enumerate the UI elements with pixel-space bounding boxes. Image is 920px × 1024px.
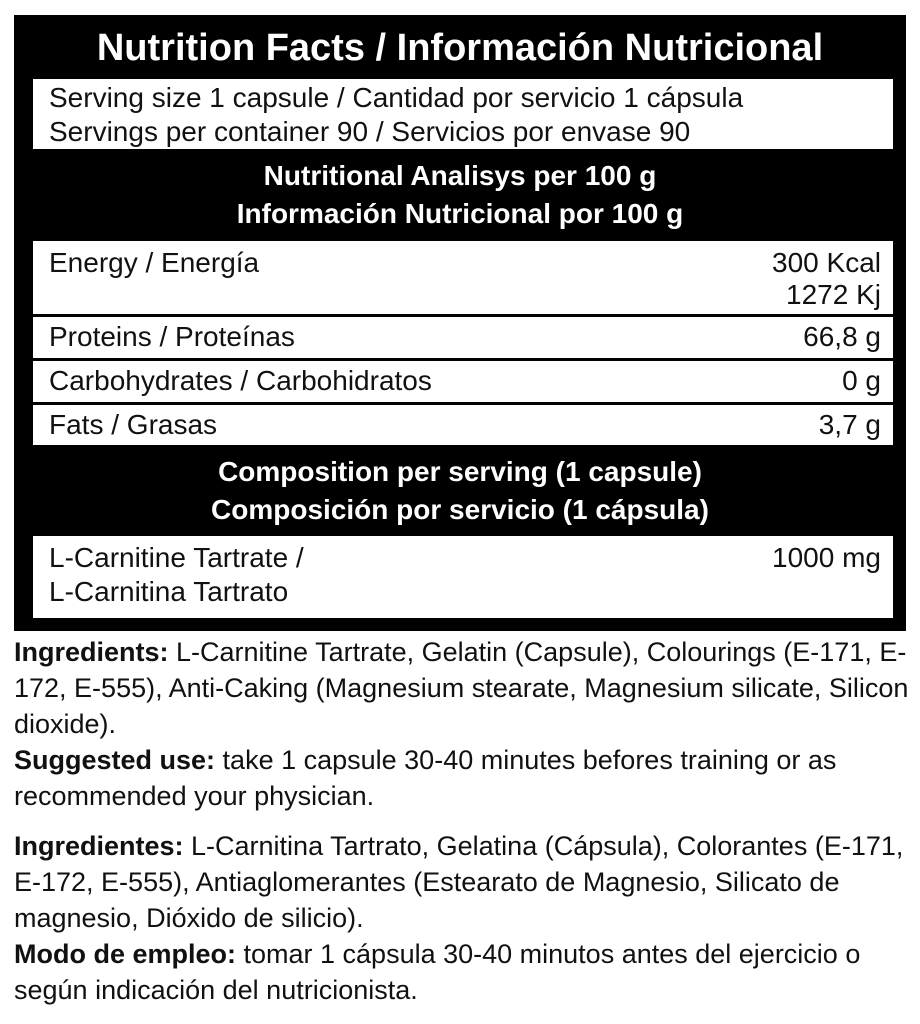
serving-info <box>33 79 893 149</box>
ingredients-es-text: L-Carnitina Tartrato, Gelatina (Cápsula), Colorantes (E-171, E-172, E-555), Antiaglomerantes (Estearato de Magnesio, Silicato de magnesio, Dióxido de silicio). <box>14 831 904 933</box>
paragraph-gap <box>14 814 909 828</box>
nutrient-value: 0 g <box>842 365 881 396</box>
ingredients-en <box>14 634 909 742</box>
analysis-header <box>14 157 906 233</box>
row-divider <box>33 402 893 405</box>
nutrient-value-kcal: 300 Kcal <box>772 247 881 278</box>
ingredients-en-text: L-Carnitine Tartrate, Gelatin (Capsule), Colourings (E-171, E-172, E-555), Anti-Caking (Magnesium stearate, Magnesium silicate, Silicon dioxide). <box>14 637 909 739</box>
row-divider <box>33 358 893 361</box>
ingredients-es-label: Ingredientes: <box>14 831 184 861</box>
panel-title: Nutrition Facts / Información Nutricional <box>96 27 824 69</box>
suggested-use-es <box>14 936 909 1008</box>
nutrient-label: Proteins / Proteínas <box>49 321 295 352</box>
suggested-use-es-text: tomar 1 cápsula 30-40 minutos antes del ejercicio o según indicación del nutricionista. <box>14 939 861 1005</box>
serving-size: Serving size 1 capsule / Cantidad por servicio 1 cápsula <box>49 82 744 113</box>
composition-label-es: L-Carnitina Tartrato <box>49 576 289 607</box>
suggested-use-es-label: Modo de empleo: <box>14 939 236 969</box>
nutrient-label: Carbohydrates / Carbohidratos <box>49 365 432 396</box>
nutrition-facts-panel <box>14 15 906 631</box>
composition-header-es: Composición por servicio (1 cápsula) <box>211 494 709 525</box>
ingredients-en-label: Ingredients: <box>14 637 169 667</box>
analysis-header-es: Información Nutricional por 100 g <box>236 198 684 229</box>
nutrient-value: 3,7 g <box>818 409 881 440</box>
suggested-use-en <box>14 742 909 814</box>
nutrient-table <box>33 241 893 445</box>
servings-per-container: Servings per container 90 / Servicios por envase 90 <box>49 116 691 147</box>
ingredients-es <box>14 828 909 936</box>
composition-label-en: L-Carnitine Tartrate / <box>49 542 304 573</box>
suggested-use-en-label: Suggested use: <box>14 745 216 775</box>
composition-table <box>33 536 893 618</box>
nutrient-value: 66,8 g <box>803 321 881 352</box>
nutrient-value-kj: 1272 Kj <box>786 279 881 310</box>
nutrient-label: Energy / Energía <box>49 247 260 278</box>
label-notes <box>14 634 909 1008</box>
suggested-use-en-text: take 1 capsule 30-40 minutes befores training or as recommended your physician. <box>14 745 837 811</box>
analysis-header-en: Nutritional Analisys per 100 g <box>263 160 657 191</box>
row-divider <box>33 314 893 317</box>
composition-header-en: Composition per serving (1 capsule) <box>218 456 702 487</box>
composition-header <box>14 453 906 529</box>
composition-value: 1000 mg <box>772 542 881 573</box>
nutrient-label: Fats / Grasas <box>49 409 218 440</box>
